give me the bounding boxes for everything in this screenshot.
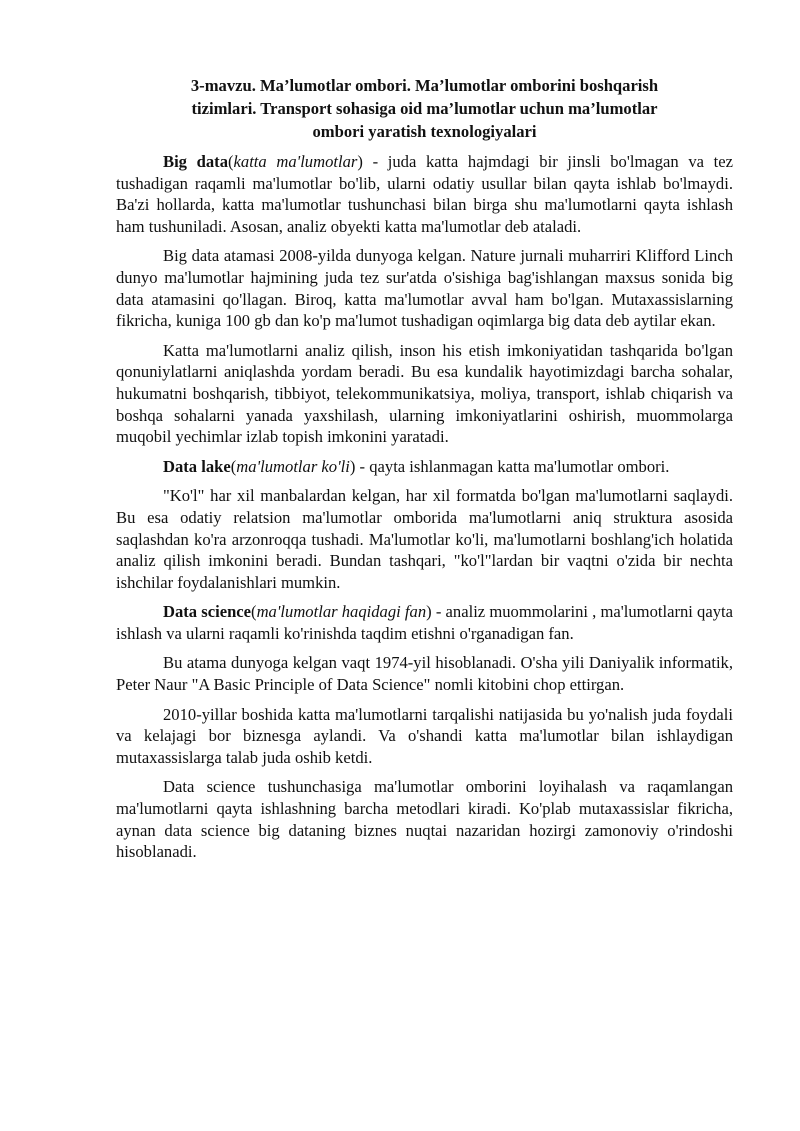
paragraph-data-lake-details: "Ko'l" har xil manbalardan kelgan, har xil formatda bo'lgan ma'lumotlarni saqlaydi. Bu esa odatiy relatsion ma'lumotlar omborida ma'lumotlarni aniq struktura asosida saqlashdan ko'ra arzonroqqa tushadi. Ma'lumotlar ko'li, ma'lumotlarni boshlang'ich holatida analiz qilish imkonini beradi. Bundan tashqari, "ko'l"lardan bir vaqtni o'zida bir nechta ishchilar foydalanishlari mumkin. <box>116 486 733 592</box>
paragraph-big-data <box>116 151 733 237</box>
gloss-big-data: katta ma'lumotlar <box>233 152 358 171</box>
paren-open: ( <box>228 152 234 171</box>
paren-close: ) <box>349 456 356 476</box>
gloss-data-lake: ma'lumotlar ko'li <box>236 456 350 476</box>
paragraph-big-data-history: Big data atamasi 2008-yilda dunyoga kelgan. Nature jurnali muharriri Klifford Linch dunyo ma'lumotlar hajmining juda tez sur'atda o'sishiga bag'ishlangan maxsus sonida big data atamasini qo'llagan. Biroq, katta ma'lumotlar avval ham bo'lgan. Mutaxassislarning fikricha, kuniga 100 gb dan ko'p ma'lumot tushadigan oqimlarga big data deb aytilar ekan. <box>116 246 733 331</box>
paren-close: ) <box>426 602 432 622</box>
gloss-data-science: ma'lumotlar haqidagi fan <box>256 602 427 622</box>
definition-big-data: - juda katta hajmdagi bir jinsli bo'lmagan va tez tushadigan raqamli ma'lumotlar bo'lib, ularni odatiy usullar bilan qayta ishlab bo'lmaydi. Ba'zi hollarda, katta ma'lumotlar tushunchasi bilan birga shu ma'lumotlarni qayta ishlash ham tushuniladi. Asosan, analiz obyekti katta ma'lumotlar deb ataladi. <box>116 152 734 236</box>
definition-data-science: - analiz muommolarini , ma'lumotlarni qayta ishlash va ularni raqamli ko'rinishda taqdim etishni o'rganadigan fan. <box>116 602 733 643</box>
term-data-science: Data science <box>163 602 252 622</box>
paren-open: ( <box>251 602 257 622</box>
paren-close: ) <box>357 152 363 171</box>
paragraph-data-science-2010s: 2010-yillar boshida katta ma'lumotlarni tarqalishi natijasida bu yo'nalish juda foydali va kelajagi bor biznesga aylandi. Va o'shandi katta ma'lumotlar bilan ishlaydigan mutaxassislarga talab juda oshib ketdi. <box>116 704 733 767</box>
title-line-3: ombori yaratish texnologiyalari <box>312 122 537 141</box>
paragraph-data-science-scope: Data science tushunchasiga ma'lumotlar omborini loyihalash va raqamlangan ma'lumotlarni qayta ishlashning barcha metodlari kiradi. Ko'plab mutaxassislar fikricha, aynan data science big dataning biznes nuqtai nazaridan hozirgi zamonoviy o'rindoshi hisoblanadi. <box>116 777 733 862</box>
definition-data-lake: - qayta ishlanmagan katta ma'lumotlar ombori. <box>355 456 670 476</box>
document-title <box>116 74 733 143</box>
paragraph-big-data-analysis: Katta ma'lumotlarni analiz qilish, inson his etish imkoniyatidan tashqarida bo'lgan qonuniylatlarni aniqlashda yordam beradi. Bu esa kundalik hayotimizdagi barcha sohalar, hukumatni boshqarish, tibbiyot, telekommunikatsiya, moliya, transport, ishlab chiqarish va boshqa sohalarni yanada yaxshilash, ularning imkoniyatlarini oshirish, muommolarga muqobil yechimlar izlab topish imkonini yaratadi. <box>116 340 733 447</box>
paren-open: ( <box>230 456 237 476</box>
title-line-2: tizimlari. Transport sohasiga oid ma’lumotlar uchun ma’lumotlar <box>191 99 658 118</box>
document-page <box>116 74 733 871</box>
paragraph-data-science-origin: Bu atama dunyoga kelgan vaqt 1974-yil hisoblanadi. O'sha yili Daniyalik informatik, Peter Naur "A Basic Principle of Data Science" nomli kitobini chop ettirgan. <box>116 653 733 695</box>
paragraph-data-science <box>116 601 733 644</box>
term-data-lake: Data lake <box>163 456 231 476</box>
term-big-data: Big data <box>163 152 228 171</box>
title-line-1: 3-mavzu. Ma’lumotlar ombori. Ma’lumotlar omborini boshqarish <box>190 76 659 95</box>
paragraph-data-lake <box>116 456 733 478</box>
